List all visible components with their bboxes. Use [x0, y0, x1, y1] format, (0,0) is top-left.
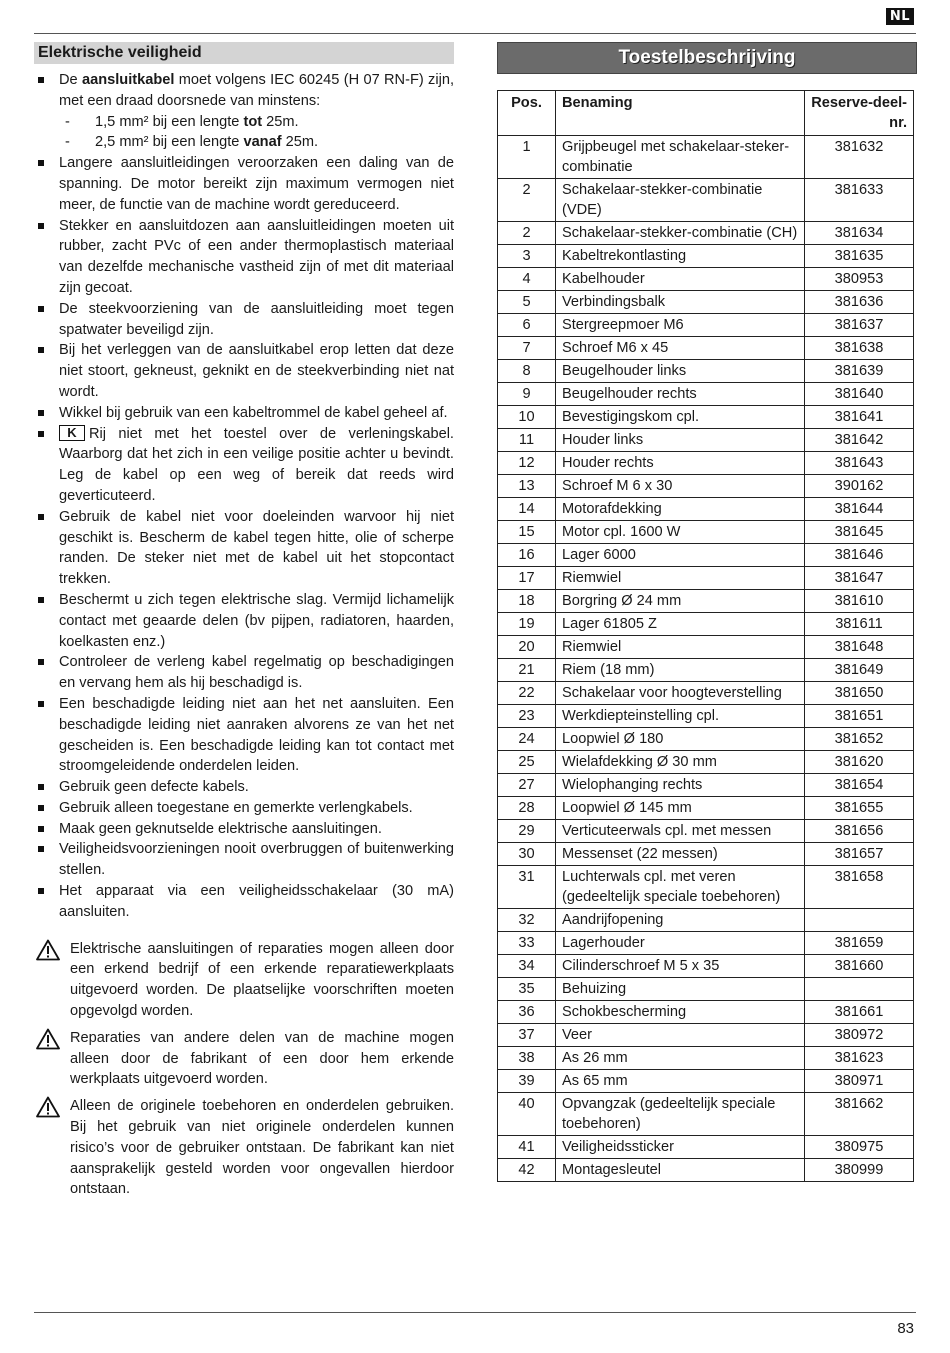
page-number: 83: [897, 1320, 914, 1337]
cell-pos: 39: [498, 1070, 556, 1093]
cell-pos: 14: [498, 498, 556, 521]
text-part: Controleer de verleng kabel regelmatig op beschadigingen en vervang hem als hij beschadigd is.: [59, 654, 454, 692]
cell-pos: 30: [498, 843, 556, 866]
cell-pos: 23: [498, 705, 556, 728]
sub-list-item: [59, 112, 454, 133]
sub-list: [59, 112, 454, 154]
table-row: [498, 1001, 914, 1024]
table-row: [498, 406, 914, 429]
cell-pos: 11: [498, 429, 556, 452]
cell-name: Riemwiel: [556, 636, 805, 659]
cell-pos: 32: [498, 909, 556, 932]
cell-name: Schakelaar-stekker-combinatie (VDE): [556, 179, 805, 222]
cell-part-number: 381661: [805, 1001, 914, 1024]
cell-pos: 6: [498, 314, 556, 337]
table-row: [498, 797, 914, 820]
cell-part-number: 381656: [805, 820, 914, 843]
cell-name: Houder rechts: [556, 452, 805, 475]
text-part: Wikkel bij gebruik van een kabeltrommel de kabel geheel af.: [59, 404, 448, 421]
table-row: [498, 567, 914, 590]
text-part: Rij niet met het toestel over de verleningskabel. Waarborg dat het zich in een veilige positie achter u bevindt. Leg de kabel op een weg of bereik dat reeds wird geverticuteerd.: [59, 425, 454, 504]
table-row: [498, 909, 914, 932]
cell-part-number: 381623: [805, 1047, 914, 1070]
cell-name: Grijpbeugel met schakelaar-steker-combinatie: [556, 136, 805, 179]
list-item: [34, 299, 454, 341]
list-item: [34, 652, 454, 694]
bold-text: aansluitkabel: [81, 72, 175, 88]
cell-part-number: 380975: [805, 1136, 914, 1159]
cell-name: Schakelaar-stekker-combinatie (CH): [556, 222, 805, 245]
cell-part-number: 381662: [805, 1093, 914, 1136]
cell-name: Motorafdekking: [556, 498, 805, 521]
text-part: Stekker en aansluitdozen aan aansluitleidingen moeten uit rubber, zacht PVc of een ander thermoplastisch materiaal van dezelfde mechanische vastheid zijn of met dit materiaal zijn gecoat.: [59, 217, 454, 296]
cell-pos: 41: [498, 1136, 556, 1159]
cell-pos: 25: [498, 751, 556, 774]
cell-name: Aandrijfopening: [556, 909, 805, 932]
table-row: [498, 613, 914, 636]
cell-name: Werkdiepteinstelling cpl.: [556, 705, 805, 728]
cell-name: Kabeltrekontlasting: [556, 245, 805, 268]
cell-part-number: 381611: [805, 613, 914, 636]
cell-part-number: 380972: [805, 1024, 914, 1047]
cell-part-number: [805, 978, 914, 1001]
text-part: Beschermt u zich tegen elektrische slag. Vermijd lichamelijk contact met geaarde delen (bv pijpen, radiatoren, haarden, koelkasten enz.): [59, 591, 454, 650]
list-item: [34, 881, 454, 923]
cell-name: Lager 61805 Z: [556, 613, 805, 636]
table-row: [498, 429, 914, 452]
cell-pos: 1: [498, 136, 556, 179]
cell-name: Veiligheidssticker: [556, 1136, 805, 1159]
cell-name: Beugelhouder links: [556, 360, 805, 383]
cell-pos: 17: [498, 567, 556, 590]
list-item: [34, 694, 454, 777]
cell-name: Riemwiel: [556, 567, 805, 590]
cell-part-number: 381640: [805, 383, 914, 406]
text-part: 2,5 mm² bij een lengte: [95, 134, 244, 151]
cell-pos: 7: [498, 337, 556, 360]
cell-name: Loopwiel Ø 145 mm: [556, 797, 805, 820]
cell-name: Borgring Ø 24 mm: [556, 590, 805, 613]
cell-name: As 26 mm: [556, 1047, 805, 1070]
parts-table: [497, 90, 914, 1182]
table-row: [498, 1136, 914, 1159]
table-row: [498, 843, 914, 866]
text-part: 25m.: [262, 113, 299, 130]
table-row: [498, 978, 914, 1001]
cell-part-number: 381654: [805, 774, 914, 797]
cell-name: Schokbescherming: [556, 1001, 805, 1024]
cable-symbol-icon: K: [59, 425, 85, 441]
column-header-pos: Pos.: [498, 91, 556, 136]
table-row: [498, 291, 914, 314]
cell-pos: 34: [498, 955, 556, 978]
table-row: [498, 498, 914, 521]
cell-pos: 21: [498, 659, 556, 682]
cell-pos: 38: [498, 1047, 556, 1070]
column-header-part: Reserve-deel-nr.: [805, 91, 914, 136]
cell-pos: 29: [498, 820, 556, 843]
cell-part-number: 381647: [805, 567, 914, 590]
warning-triangle-icon: [36, 939, 60, 961]
cell-pos: 31: [498, 866, 556, 909]
list-item: [34, 403, 454, 424]
device-description-section: [497, 42, 917, 1182]
cell-pos: 40: [498, 1093, 556, 1136]
text-part: Gebruik de kabel niet voor doeleinden warvoor hij niet geschikt is. Bescherm de kabel tegen hitte, olie of scherpe randen. De steker niet met de kabel uit het stopcontact trekken.: [59, 508, 454, 588]
cell-name: Wielophanging rechts: [556, 774, 805, 797]
cell-name: Schakelaar voor hoogteverstelling: [556, 682, 805, 705]
table-row: [498, 360, 914, 383]
table-row: [498, 774, 914, 797]
cell-name: Lager 6000: [556, 544, 805, 567]
cell-name: Montagesleutel: [556, 1159, 805, 1182]
cell-part-number: 390162: [805, 475, 914, 498]
table-row: [498, 636, 914, 659]
bold-text: tot: [243, 113, 263, 130]
table-row: [498, 705, 914, 728]
cell-name: Cilinderschroef M 5 x 35: [556, 955, 805, 978]
cell-part-number: 381649: [805, 659, 914, 682]
table-row: [498, 1070, 914, 1093]
warning-triangle-icon: [36, 1028, 60, 1050]
text-part: Gebruik alleen toegestane en gemerkte verlengkabels.: [59, 799, 413, 816]
cell-part-number: 381655: [805, 797, 914, 820]
list-item: [34, 777, 454, 798]
cell-pos: 2: [498, 222, 556, 245]
cell-pos: 8: [498, 360, 556, 383]
text-part: Een beschadigde leiding niet aan het net aansluiten. Een beschadigde leiding niet aanraken alvorens ze van het net gescheiden is. Een beschadigde leiding kan tot contact met stroomgeleidende onderdelen leiden.: [59, 695, 454, 775]
table-row: [498, 728, 914, 751]
bottom-divider: [34, 1312, 916, 1313]
cell-part-number: 381644: [805, 498, 914, 521]
cell-name: As 65 mm: [556, 1070, 805, 1093]
cell-part-number: 381639: [805, 360, 914, 383]
table-row: [498, 682, 914, 705]
text-part: moet volgens IEC 60245 (H 07 RN-F) zijn, met een draad doorsnede van minstens:: [59, 72, 454, 109]
table-row: [498, 932, 914, 955]
text-part: 25m.: [281, 134, 319, 151]
cell-name: Bevestigingskom cpl.: [556, 406, 805, 429]
warning-text: Reparaties van andere delen van de machine mogen alleen door de fabrikant of een door hem erkende werkplaats uitgevoerd worden.: [70, 1029, 454, 1088]
cell-pos: 22: [498, 682, 556, 705]
cell-name: Kabelhouder: [556, 268, 805, 291]
cell-part-number: 381642: [805, 429, 914, 452]
table-row: [498, 475, 914, 498]
list-item: [34, 70, 454, 153]
cell-name: Messenset (22 messen): [556, 843, 805, 866]
table-row: [498, 544, 914, 567]
cell-part-number: 380999: [805, 1159, 914, 1182]
table-row: [498, 1024, 914, 1047]
cell-pos: 27: [498, 774, 556, 797]
device-description-title: Toestelbeschrijving: [497, 42, 917, 74]
list-item: [34, 507, 454, 590]
cell-part-number: 381645: [805, 521, 914, 544]
list-item: [34, 216, 454, 299]
cell-name: Lagerhouder: [556, 932, 805, 955]
cell-pos: 16: [498, 544, 556, 567]
table-row: [498, 820, 914, 843]
cell-part-number: 381641: [805, 406, 914, 429]
table-row: [498, 314, 914, 337]
cell-name: Verticuteerwals cpl. met messen: [556, 820, 805, 843]
warning-list: [34, 939, 454, 1201]
cell-name: Houder links: [556, 429, 805, 452]
cell-part-number: 381658: [805, 866, 914, 909]
list-item: [34, 798, 454, 819]
cell-part-number: 381633: [805, 179, 914, 222]
sub-list-item: [59, 132, 454, 153]
table-row: [498, 383, 914, 406]
table-row: [498, 751, 914, 774]
cell-name: Riem (18 mm): [556, 659, 805, 682]
warning-note: [34, 1096, 454, 1200]
cell-pos: 19: [498, 613, 556, 636]
table-row: [498, 268, 914, 291]
table-row: [498, 245, 914, 268]
cell-name: Loopwiel Ø 180: [556, 728, 805, 751]
cell-pos: 15: [498, 521, 556, 544]
cell-name: Motor cpl. 1600 W: [556, 521, 805, 544]
section-title: Elektrische veiligheid: [34, 42, 454, 64]
warning-note: [34, 939, 454, 1022]
table-row: [498, 1047, 914, 1070]
cell-part-number: 380953: [805, 268, 914, 291]
cell-pos: 18: [498, 590, 556, 613]
table-row: [498, 590, 914, 613]
text-part: De: [59, 72, 82, 88]
cell-pos: 33: [498, 932, 556, 955]
table-row: [498, 521, 914, 544]
cell-name: Opvangzak (gedeeltelijk speciale toebehoren): [556, 1093, 805, 1136]
cell-part-number: 381660: [805, 955, 914, 978]
cell-part-number: 381657: [805, 843, 914, 866]
cell-pos: 4: [498, 268, 556, 291]
top-divider: [34, 33, 916, 34]
cell-pos: 3: [498, 245, 556, 268]
cell-pos: 20: [498, 636, 556, 659]
electrical-safety-section: [34, 42, 454, 1206]
cell-part-number: 381636: [805, 291, 914, 314]
cell-pos: 42: [498, 1159, 556, 1182]
cell-name: Veer: [556, 1024, 805, 1047]
cell-part-number: 381632: [805, 136, 914, 179]
text-part: Langere aansluitleidingen veroorzaken een daling van de spanning. De motor bereikt zijn maximum vermogen niet meer, de functie van de machine wordt gereduceerd.: [59, 155, 454, 213]
bold-text: vanaf: [243, 134, 282, 151]
table-row: [498, 337, 914, 360]
table-row: [498, 1093, 914, 1136]
warning-triangle-icon: [36, 1096, 60, 1118]
cell-part-number: 381659: [805, 932, 914, 955]
cell-part-number: 381638: [805, 337, 914, 360]
warning-text: Alleen de originele toebehoren en onderdelen gebruiken. Bij het gebruik van niet originele onderdelen kunnen risico’s voor de gebruiker ontstaan. De fabrikant kan niet aansprakelijk gesteld worden voor ongevallen hierdoor ontstaan.: [70, 1098, 454, 1198]
list-item: [34, 590, 454, 652]
list-item: [34, 819, 454, 840]
cell-name: Schroef M 6 x 30: [556, 475, 805, 498]
text-part: Het apparaat via een veiligheidsschakelaar (30 mA) aansluiten.: [59, 883, 454, 920]
column-header-name: Benaming: [556, 91, 805, 136]
cell-pos: 37: [498, 1024, 556, 1047]
table-row: [498, 659, 914, 682]
table-row: [498, 452, 914, 475]
table-row: [498, 955, 914, 978]
text-part: Bij het verleggen van de aansluitkabel erop letten dat deze niet stoort, gekneust, geknikt en de steekverbinding niet nat wordt.: [59, 342, 454, 400]
text-part: 1,5 mm² bij een lengte: [95, 113, 244, 130]
cell-part-number: 381652: [805, 728, 914, 751]
warning-text: Elektrische aansluitingen of reparaties mogen alleen door een erkend bedrijf of een erkende reparatiewerkplaats uitgevoerd worden. De plaatselijke voorschriften moeten opgevolgd worden.: [70, 940, 454, 1020]
cell-pos: 5: [498, 291, 556, 314]
table-row: [498, 1159, 914, 1182]
table-row: [498, 179, 914, 222]
table-row: [498, 136, 914, 179]
cell-part-number: 381634: [805, 222, 914, 245]
cell-name: Verbindingsbalk: [556, 291, 805, 314]
cell-pos: 2: [498, 179, 556, 222]
table-header-row: [498, 91, 914, 136]
cell-name: Wielafdekking Ø 30 mm: [556, 751, 805, 774]
cell-pos: 9: [498, 383, 556, 406]
cell-part-number: 380971: [805, 1070, 914, 1093]
cell-name: Behuizing: [556, 978, 805, 1001]
table-row: [498, 222, 914, 245]
list-item: [34, 340, 454, 402]
warning-note: [34, 1028, 454, 1090]
cell-part-number: [805, 909, 914, 932]
cell-part-number: 381650: [805, 682, 914, 705]
text-part: De steekvoorziening van de aansluitleiding moet tegen spatwater beveiligd zijn.: [59, 300, 454, 338]
cell-name: Beugelhouder rechts: [556, 383, 805, 406]
cell-part-number: 381635: [805, 245, 914, 268]
text-part: Gebruik geen defecte kabels.: [59, 779, 249, 796]
cell-part-number: 381648: [805, 636, 914, 659]
cell-pos: 13: [498, 475, 556, 498]
cell-part-number: 381620: [805, 751, 914, 774]
cell-name: Stergreepmoer M6: [556, 314, 805, 337]
cell-part-number: 381637: [805, 314, 914, 337]
cell-pos: 28: [498, 797, 556, 820]
table-row: [498, 866, 914, 909]
cell-part-number: 381646: [805, 544, 914, 567]
cell-pos: 12: [498, 452, 556, 475]
list-item: [34, 424, 454, 507]
cell-pos: 36: [498, 1001, 556, 1024]
list-item: [34, 839, 454, 881]
cell-name: Schroef M6 x 45: [556, 337, 805, 360]
cell-name: Luchterwals cpl. met veren (gedeeltelijk speciale toebehoren): [556, 866, 805, 909]
language-badge: NL: [886, 8, 914, 25]
cell-pos: 24: [498, 728, 556, 751]
cell-pos: 35: [498, 978, 556, 1001]
safety-bullet-list: [34, 70, 454, 923]
text-part: Maak geen geknutselde elektrische aansluitingen.: [59, 820, 382, 837]
text-part: Veiligheidsvoorzieningen nooit overbruggen of buitenwerking stellen.: [59, 841, 454, 879]
cell-part-number: 381643: [805, 452, 914, 475]
cell-pos: 10: [498, 406, 556, 429]
list-item: [34, 153, 454, 215]
cell-part-number: 381651: [805, 705, 914, 728]
cell-part-number: 381610: [805, 590, 914, 613]
